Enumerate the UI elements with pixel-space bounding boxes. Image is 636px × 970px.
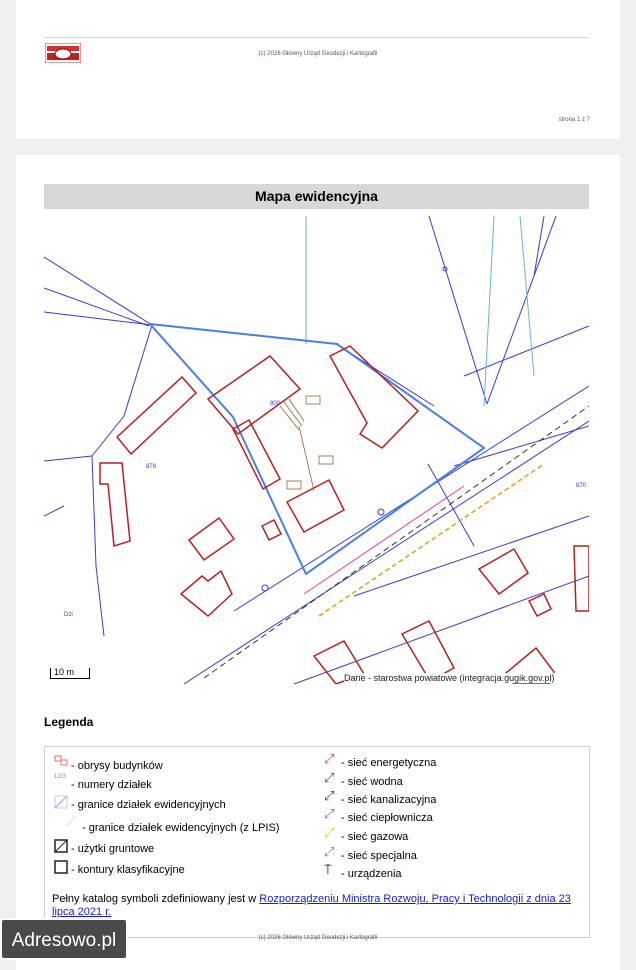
map-data-credit: Dane - starostwa powiatowe (integracja.gugik.gov.pl) [344,673,555,683]
parcel-boundary-line [294,576,589,684]
page-copyright: (c) 2026 Główny Urząd Geodezji i Kartografii [258,51,378,57]
device-symbol [262,585,268,591]
document-page-2 [16,155,620,970]
parcel-boundary-line [124,325,152,416]
parcel-number-label: Dzl [64,612,73,618]
lpis-boundary-line [520,216,534,376]
building-outline [189,518,234,560]
heating-network-line [304,486,464,594]
small-structure [306,396,320,404]
building-outline [181,571,232,616]
page-footer-copyright: (c) 2026 Główny Urząd Geodezji i Kartografii [258,935,378,941]
adresowo-watermark: Adresowo.pl [0,918,128,960]
parcel-boundary-icon [54,795,68,809]
heating-network-icon: ⤢ [324,806,335,821]
scale-label: 10 m [54,667,75,677]
parcel-boundary-line [44,312,152,325]
small-structure [287,481,301,489]
utility-line [289,399,304,421]
legend-title: Legenda [44,715,94,729]
legend-note: Pełny katalog symboli zdefiniowany jest w Rozporządzeniu Ministra Rozwoju, Pracy i Technologii z dnia 23 lipca 2021 r. [52,893,571,918]
legend-box [44,746,590,938]
parcel-boundary-line [44,506,64,516]
legend-item-lpis-boundaries: - granice działek ewidencyjnych (z LPIS) [54,822,279,834]
parcel-number-label: 870 [576,483,587,489]
legend-item-parcel-boundaries: - granice działek ewidencyjnych [54,799,226,811]
sewer-network-icon: ⤢ [324,788,335,803]
parcel-boundary-line [534,216,544,276]
parcel-boundary-line [92,456,104,636]
building-outline [262,520,281,540]
lpis-boundary-line [484,216,494,406]
building-outline [208,356,300,434]
legend-item-buildings: - obrysy budynków [54,760,163,772]
document-page-1 [16,0,620,139]
road-centerline [204,406,589,678]
building-outline-icon [54,754,68,768]
parcel-boundary-line [44,456,92,461]
classification-contour-icon [54,860,68,874]
parcel-boundary-line [487,216,556,404]
parcel-number-label: 876 [146,464,157,470]
water-network-icon: ⤢ [324,770,335,785]
building-outline [287,480,344,532]
legend-item-gas: ⤢ - sieć gazowa [324,825,409,843]
building-outline [402,621,454,681]
building-outline [330,346,418,448]
legend-item-special: ⤢ - sieć specjalna [324,844,417,862]
parcel-boundary-line [454,426,589,466]
regulation-link[interactable]: Rozporządzeniu Ministra Rozwoju, Pracy i Technologii z dnia 23 lipca 2021 r. [52,893,571,918]
legend-item-energy: ⤢ - sieć energetyczna [324,751,437,769]
building-outline [117,377,196,454]
building-outline [479,549,528,594]
land-use-icon [54,839,68,853]
device-symbol [378,509,384,515]
parcel-boundary-line [464,326,589,376]
parcel-boundary-line [44,257,152,325]
legend-item-sewer: ⤢ - sieć kanalizacyjna [324,788,437,806]
parcel-boundary-line [354,516,589,596]
parcel-boundary-line [428,464,474,546]
parcel-boundary-line [92,416,124,456]
energy-network-icon: ⤢ [324,751,335,766]
parcel-boundary-line [429,216,487,404]
map-title: Mapa ewidencyjna [44,184,589,209]
legend-item-heating: ⤢ - sieć ciepłownicza [324,806,433,824]
building-outline [100,463,130,546]
cadastral-map[interactable] [44,216,589,684]
legend-item-parcel-numbers: 12/3 - numery działek [54,774,152,791]
legend-item-water: ⤢ - sieć wodna [324,770,403,788]
building-outline [529,594,551,616]
lpis-boundary-icon [64,814,78,828]
page-number: strona 1 z 7 [558,117,590,123]
device-icon: ⍑ [324,862,332,877]
parcel-number-label: 800 [270,401,281,407]
gas-network-icon: ⤢ [324,825,335,840]
small-structure [319,456,333,464]
road-edge [184,421,589,684]
footer-divider [44,37,589,38]
parcel-boundary-line [44,288,149,326]
parcel-number-sample: 12/3 [54,774,66,780]
selected-parcel-outline [150,324,484,574]
legend-item-devices: ⍑ - urządzenia [324,862,402,880]
special-network-icon: ⤢ [324,844,335,859]
legend-item-classification: - kontury klasyfikacyjne [54,864,185,876]
legend-item-land-use: - użytki gruntowe [54,843,154,855]
